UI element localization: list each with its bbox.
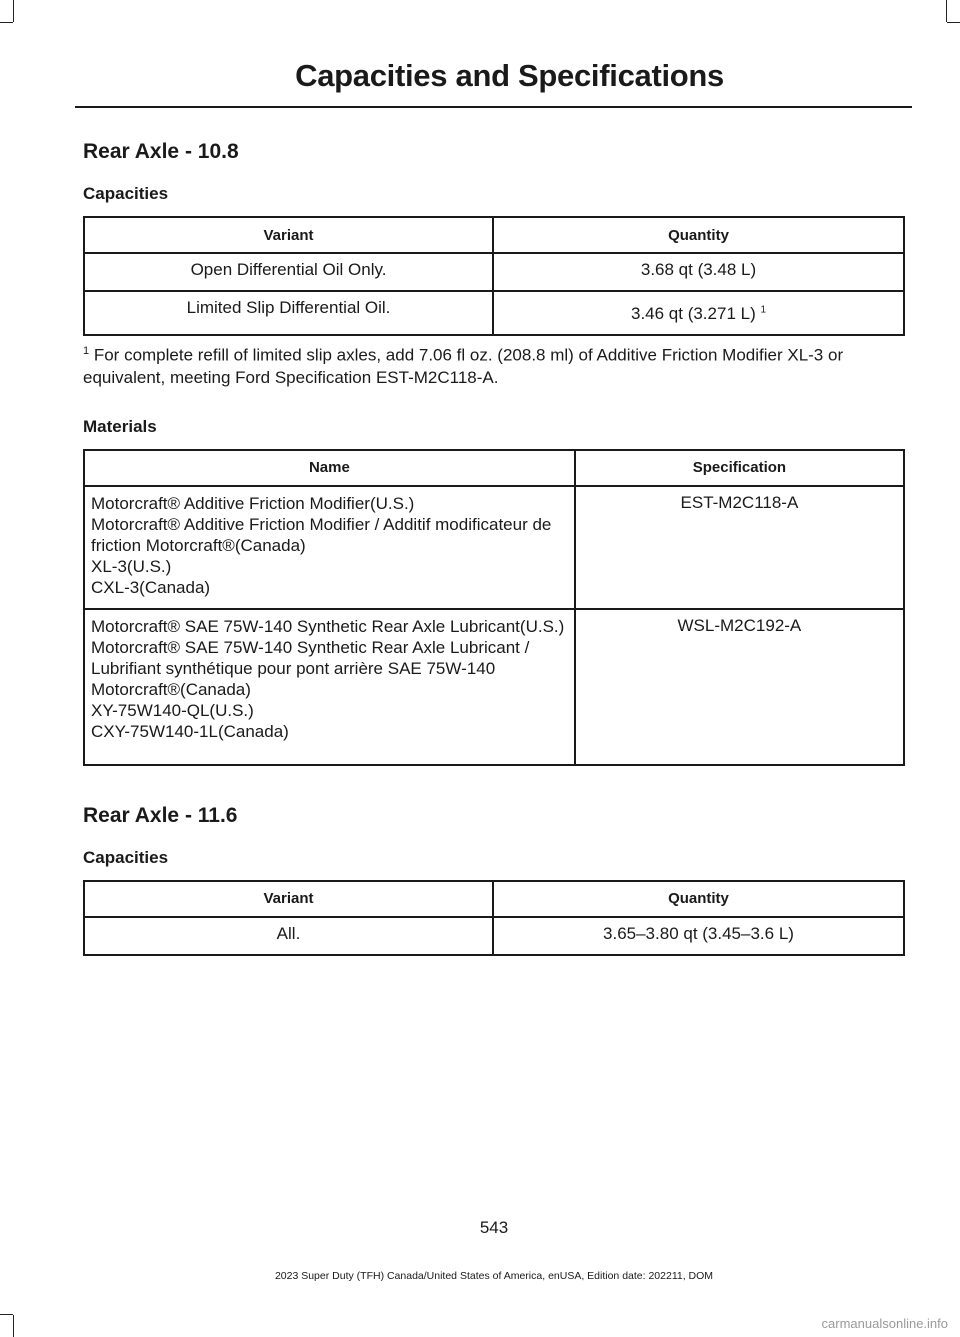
crop-mark bbox=[947, 22, 960, 23]
table-row bbox=[84, 253, 904, 291]
crop-mark bbox=[0, 22, 13, 23]
capacities-table-10-8 bbox=[83, 216, 905, 336]
capacities-heading: Capacities bbox=[83, 847, 169, 867]
page-title: Capacities and Specifications bbox=[295, 58, 724, 93]
section-heading-rear-axle-10-8: Rear Axle - 10.8 bbox=[83, 140, 239, 163]
table-header-row bbox=[84, 217, 904, 253]
quantity-value: 3.46 qt (3.271 L) bbox=[630, 304, 756, 323]
table-header-row bbox=[84, 881, 904, 917]
capacities-table-11-6 bbox=[83, 880, 905, 956]
quantity-cell bbox=[493, 291, 904, 335]
variant-cell: Open Differential Oil Only. bbox=[84, 253, 493, 291]
table-row bbox=[84, 486, 904, 609]
section-heading-rear-axle-11-6: Rear Axle - 11.6 bbox=[83, 803, 238, 827]
specification-cell: WSL-M2C192-A bbox=[575, 609, 904, 765]
material-name-line: CXY-75W140-1L(Canada) bbox=[91, 721, 289, 741]
table-row bbox=[84, 917, 904, 955]
page-content bbox=[83, 140, 905, 956]
material-name-line: XL-3(U.S.) bbox=[91, 556, 172, 576]
column-header-specification: Specification bbox=[575, 450, 904, 486]
page-number: 543 bbox=[479, 1218, 509, 1237]
quantity-cell: 3.65–3.80 qt (3.45–3.6 L) bbox=[493, 917, 904, 955]
variant-cell: All. bbox=[84, 917, 493, 955]
footnote-text: For complete refill of limited slip axles, add 7.06 fl oz. (208.8 ml) of Additive Friction Modifier XL-3 or equivalent, meeting Ford Specification EST-M2C118-A. bbox=[83, 345, 844, 387]
watermark-link[interactable]: carmanualsonline.info bbox=[821, 1316, 948, 1331]
column-header-variant: Variant bbox=[84, 217, 493, 253]
materials-heading: Materials bbox=[83, 416, 157, 436]
column-header-name: Name bbox=[84, 450, 575, 486]
title-rule bbox=[75, 106, 912, 108]
page-footer: 2023 Super Duty (TFH) Canada/United States of America, enUSA, Edition date: 202211, DOM bbox=[274, 1270, 714, 1282]
column-header-variant: Variant bbox=[84, 881, 493, 917]
footnote-reference: 1 bbox=[760, 304, 767, 316]
table-row bbox=[84, 291, 904, 335]
crop-mark bbox=[13, 0, 14, 22]
column-header-quantity: Quantity bbox=[493, 217, 904, 253]
materials-table bbox=[83, 449, 905, 766]
crop-mark bbox=[13, 1315, 14, 1337]
table-row bbox=[84, 609, 904, 765]
material-name-cell bbox=[84, 609, 575, 765]
material-name-cell bbox=[84, 486, 575, 609]
capacities-heading: Capacities bbox=[83, 184, 169, 203]
material-name-line: CXL-3(Canada) bbox=[91, 577, 211, 597]
footnote bbox=[83, 340, 905, 389]
material-name-line: Motorcraft® SAE 75W-140 Synthetic Rear Axle Lubricant(U.S.) bbox=[91, 616, 565, 636]
quantity-cell: 3.68 qt (3.48 L) bbox=[493, 253, 904, 291]
footnote-marker: 1 bbox=[83, 345, 90, 357]
variant-cell: Limited Slip Differential Oil. bbox=[84, 291, 493, 335]
material-name-line: Motorcraft® Additive Friction Modifier / Additif modificateur de friction Motorcraft®(Canada) bbox=[91, 514, 552, 555]
material-name-line: Motorcraft® SAE 75W-140 Synthetic Rear Axle Lubricant / Lubrifiant synthétique pour pont arrière SAE 75W-140 Motorcraft®(Canada) bbox=[91, 637, 530, 699]
material-name-line: XY-75W140-QL(U.S.) bbox=[91, 700, 254, 720]
table-header-row bbox=[84, 450, 904, 486]
material-name-line: Motorcraft® Additive Friction Modifier(U.S.) bbox=[91, 493, 415, 513]
specification-cell: EST-M2C118-A bbox=[575, 486, 904, 609]
crop-mark bbox=[0, 1314, 13, 1315]
column-header-quantity: Quantity bbox=[493, 881, 904, 917]
crop-mark bbox=[946, 0, 947, 22]
